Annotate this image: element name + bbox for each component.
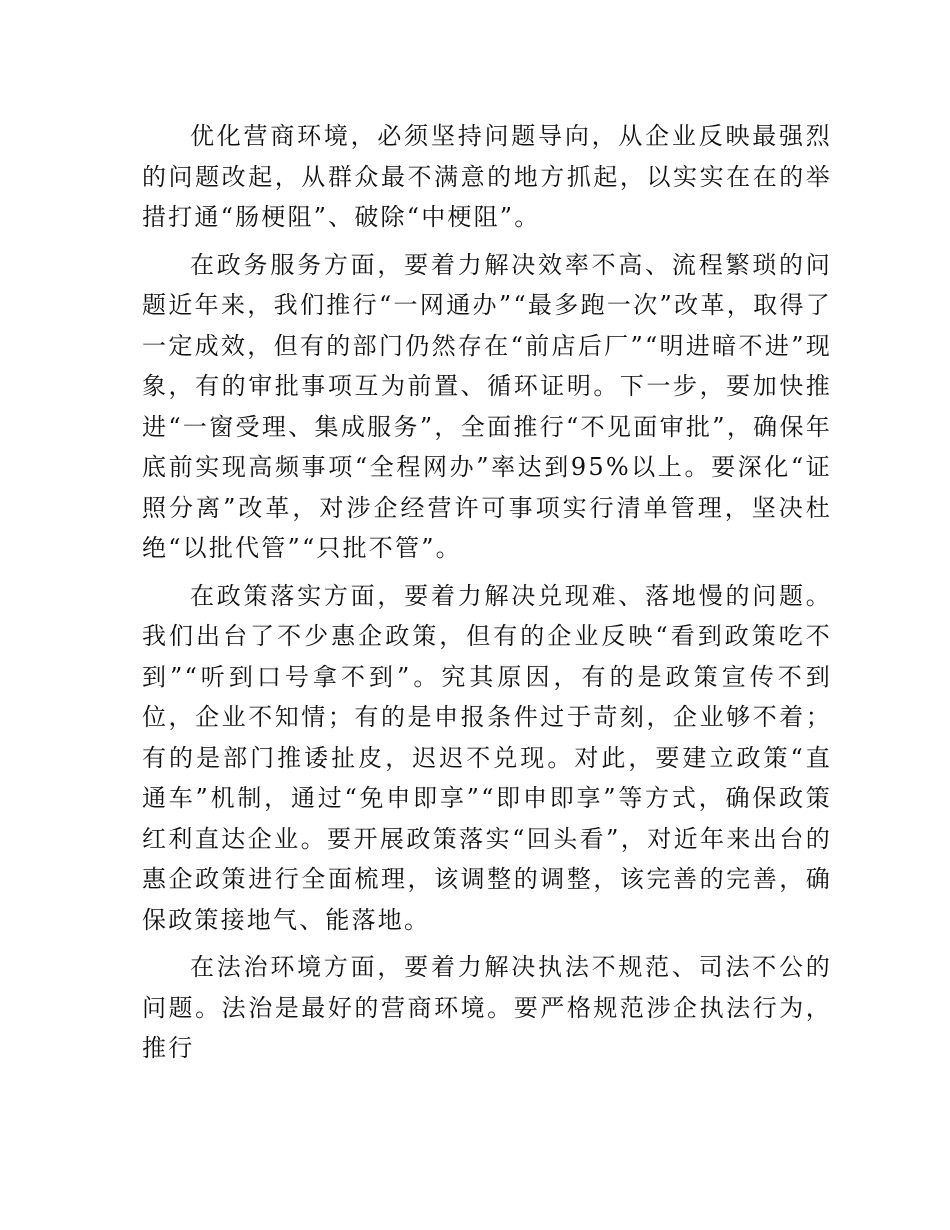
paragraph-2: 在政务服务方面，要着力解决效率不高、流程繁琐的问题近年来，我们推行“一网通办”“最多跑一次”改革，取得了一定成效，但有的部门仍然存在“前店后厂”“明进暗不进”现象，有的审批事项互为前置、循环证明。下一步，要加快推进“一窗受理、集成服务”，全面推行“不见面审批”，确保年底前实现高频事项“全程网办”率达到95%以上。要深化“证照分离”改革，对涉企经营许可事项实行清单管理，坚决杜绝“以批代管”“只批不管”。 (142, 250, 832, 562)
paragraph-1: 优化营商环境，必须坚持问题导向，从企业反映最强烈的问题改起，从群众最不满意的地方抓起，以实实在在的举措打通“肠梗阻”、破除“中梗阻”。 (142, 122, 832, 231)
paragraph-3: 在政策落实方面，要着力解决兑现难、落地慢的问题。我们出台了不少惠企政策，但有的企业反映“看到政策吃不到”“听到口号拿不到”。究其原因，有的是政策宣传不到位，企业不知情；有的是申报条件过于苛刻，企业够不着；有的是部门推诿扯皮，迟迟不兑现。对此，要建立政策“直通车”机制，通过“免申即享”“即申即享”等方式，确保政策红利直达企业。要开展政策落实“回头看”，对近年来出台的惠企政策进行全面梳理，该调整的调整，该完善的完善，确保政策接地气、能落地。 (142, 581, 832, 934)
paragraph-4: 在法治环境方面，要着力解决执法不规范、司法不公的问题。法治是最好的营商环境。要严格规范涉企执法行为，推行 (142, 953, 832, 1062)
document-body (142, 116, 832, 1076)
